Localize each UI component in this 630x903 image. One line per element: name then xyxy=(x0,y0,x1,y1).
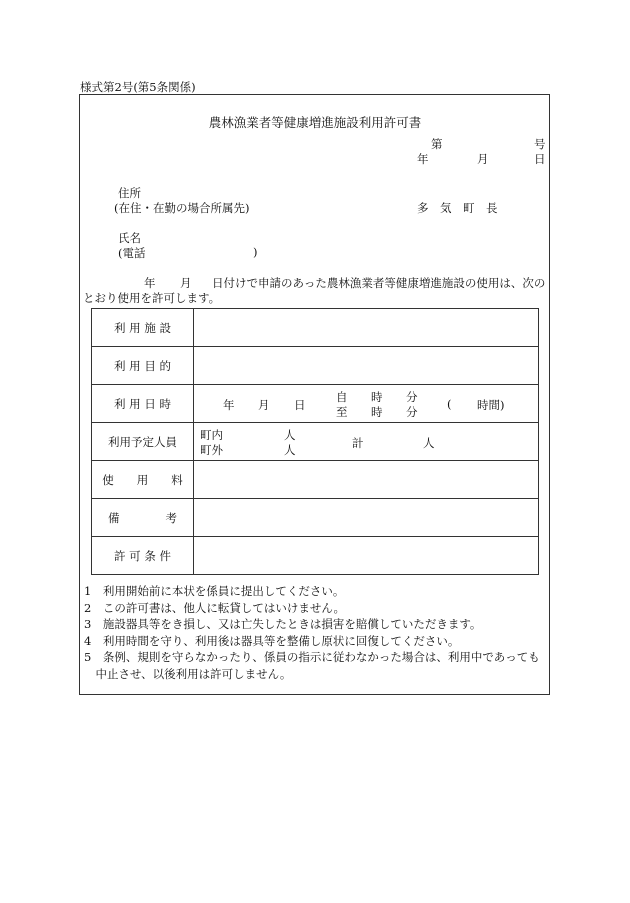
people-town-out: 町外 xyxy=(200,443,223,457)
people-town-in-unit: 人 xyxy=(284,428,296,442)
table-row-datetime xyxy=(92,385,539,423)
datetime-year: 年 xyxy=(223,398,235,412)
people-town-out-unit: 人 xyxy=(284,443,296,457)
form-number-label: 様式第2号(第5条関係) xyxy=(80,80,196,94)
note-item: 5 条例、規則を守らなかったり、係員の指示に従わなかった場合は、利用中であっても xyxy=(84,650,540,664)
address-note: (在住・在勤の場合所属先) xyxy=(114,201,250,215)
purpose-label: 利 用 目 的 xyxy=(92,347,194,385)
people-value xyxy=(194,423,539,461)
body-text-line2: とおり使用を許可します。 xyxy=(83,291,221,305)
conditions-label: 許 可 条 件 xyxy=(92,537,194,575)
note-item: 3 施設器具等をき損し、又は亡失したときは損害を賠償していただきます。 xyxy=(84,617,482,631)
address-label: 住所 xyxy=(118,186,141,200)
name-label: 氏名 xyxy=(118,231,141,245)
people-total-unit: 人 xyxy=(423,436,435,450)
datetime-from-minute: 分 xyxy=(406,390,418,404)
datetime-to-hour: 時 xyxy=(371,405,383,419)
remarks-label: 備 考 xyxy=(92,499,194,537)
people-total-label: 計 xyxy=(352,436,364,450)
datetime-hours-close: 時間) xyxy=(477,398,505,412)
datetime-from-hour: 時 xyxy=(371,390,383,404)
datetime-day: 日 xyxy=(294,398,306,412)
number-prefix: 第 xyxy=(431,137,443,151)
remarks-value xyxy=(194,499,539,537)
body-year: 年 xyxy=(144,276,156,290)
note-item: 中止させ、以後利用は許可しません。 xyxy=(84,666,292,681)
facility-value xyxy=(194,309,539,347)
conditions-value xyxy=(194,537,539,575)
note-item: 1 利用開始前に本状を係員に提出してください。 xyxy=(84,584,345,598)
issuer-name: 多 気 町 長 xyxy=(417,201,498,215)
phone-open: (電話 xyxy=(118,246,146,260)
datetime-to-minute: 分 xyxy=(406,405,418,419)
table-row-conditions xyxy=(92,537,539,575)
datetime-value xyxy=(194,385,539,423)
notes-list xyxy=(84,583,540,682)
datetime-label: 利 用 日 時 xyxy=(92,385,194,423)
people-town-in: 町内 xyxy=(200,428,223,442)
phone-close: ) xyxy=(253,245,258,259)
table-row-fee xyxy=(92,461,539,499)
body-month: 月 xyxy=(180,276,192,290)
table-row-facility xyxy=(92,309,539,347)
document-title: 農林漁業者等健康増進施設利用許可書 xyxy=(208,115,422,130)
datetime-from: 自 xyxy=(336,390,348,404)
purpose-value xyxy=(194,347,539,385)
date-month: 月 xyxy=(477,152,489,166)
datetime-month: 月 xyxy=(258,398,270,412)
table-row-people xyxy=(92,423,539,461)
number-suffix: 号 xyxy=(534,137,546,151)
permit-table xyxy=(91,308,539,575)
people-label: 利用予定人員 xyxy=(92,423,194,461)
date-day: 日 xyxy=(534,152,546,166)
table-row-remarks xyxy=(92,499,539,537)
facility-label: 利 用 施 設 xyxy=(92,309,194,347)
table-row-purpose xyxy=(92,347,539,385)
note-item: 2 この許可書は、他人に転貸してはいけません。 xyxy=(84,600,346,615)
note-item: 4 利用時間を守り、利用後は器具等を整備し原状に回復してください。 xyxy=(84,633,460,648)
date-year: 年 xyxy=(417,152,429,166)
fee-value xyxy=(194,461,539,499)
datetime-to: 至 xyxy=(336,405,348,419)
datetime-hours-open: ( xyxy=(447,397,452,411)
fee-label: 使 用 料 xyxy=(92,461,194,499)
body-text-line1: 日付けで申請のあった農林漁業者等健康増進施設の使用は、次の xyxy=(212,276,546,290)
